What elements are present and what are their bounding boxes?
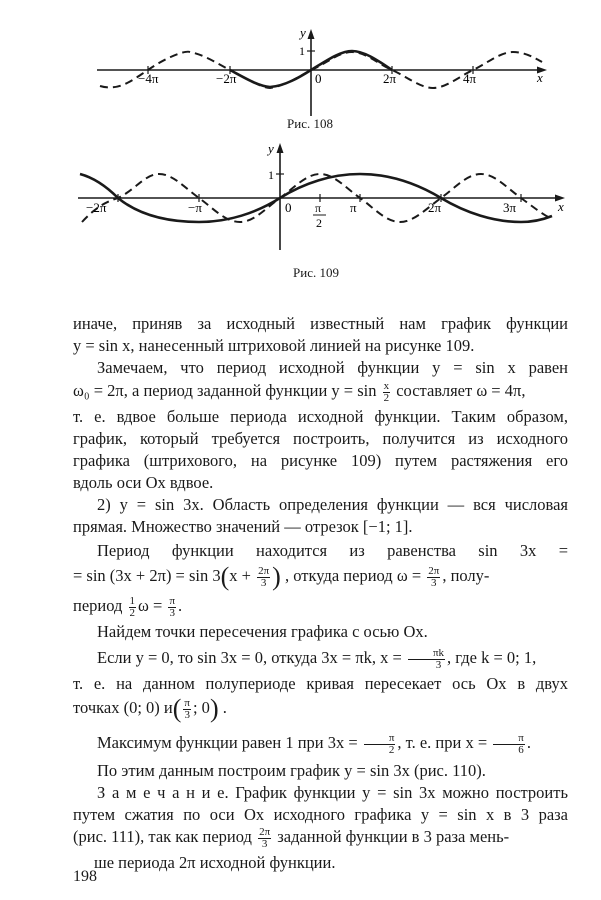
text-span: , где k = 0; 1, — [447, 648, 537, 667]
paren-close: ) — [272, 562, 281, 592]
fig109-label-neg2pi: −2π — [86, 200, 107, 215]
fraction-denominator: 2 — [388, 743, 395, 756]
text-span: период — [73, 596, 123, 615]
fraction — [364, 733, 396, 756]
fig108-label-neg2pi: −2π — [216, 71, 237, 86]
fraction — [383, 381, 391, 404]
fraction — [257, 566, 270, 589]
text-span: составляет ω = 4π, — [396, 381, 526, 400]
paragraph-line: ше периода 2π исходной функции. — [94, 853, 336, 872]
paragraph-line: прямая. Множество значений — отрезок [−1; 1]. — [73, 517, 413, 536]
text-span: Если y = 0, то sin 3x = 0, откуда 3x = πk, x = — [97, 648, 402, 667]
text-span: ω = — [138, 596, 163, 615]
fraction-numerator: π — [184, 696, 190, 709]
fig108-tick-one-label: 1 — [299, 44, 305, 58]
fraction-numerator: 2π — [259, 825, 271, 838]
text-span: . — [526, 733, 531, 752]
fraction-denominator: 3 — [169, 606, 175, 619]
fraction-numerator: 1 — [129, 594, 136, 607]
text-span: , т. е. при x = — [397, 733, 488, 752]
figure-108 — [0, 20, 601, 130]
fig109-caption: Рис. 109 — [293, 265, 339, 280]
paragraph-line: графика (штрихового, на рисунке 109) путем растяжения его — [73, 451, 568, 470]
fraction-denominator: 3 — [261, 837, 268, 850]
fig108-label-neg4pi: −4π — [138, 71, 159, 86]
paragraph-line: путем сжатия по оси Ox исходного графика y = sin x в 3 раза — [73, 805, 568, 824]
paragraph-line-with-fraction — [73, 380, 568, 404]
fraction — [408, 648, 445, 671]
fraction — [168, 596, 176, 619]
text-span: x + — [229, 566, 251, 585]
text-span: Максимум функции равен 1 при 3x = — [97, 733, 358, 752]
paragraph-line: З а м е ч а н и е. График функции y = sin 3x можно построить — [97, 783, 568, 802]
fig109-x-label: x — [558, 199, 564, 214]
fig108-y-arrow — [308, 29, 315, 39]
paragraph-line-with-fraction — [73, 647, 568, 671]
fig109-label-3pi: 3π — [503, 200, 517, 215]
fig109-y-arrow — [277, 143, 284, 153]
text-span: . — [222, 698, 227, 717]
fig109-label-origin: 0 — [285, 200, 292, 215]
fraction — [258, 827, 271, 850]
text-span: , полу- — [442, 566, 490, 585]
fraction-denominator: 3 — [431, 576, 437, 589]
paragraph-line: y = sin x, нанесенный штриховой линией на рисунке 109. — [73, 336, 475, 355]
fig109-label-pi: π — [350, 200, 357, 215]
fig109-frac-den: 2 — [316, 216, 322, 230]
paragraph-line: Найдем точки пересечения графика с осью Ox. — [97, 622, 428, 641]
paragraph-line-with-fraction — [73, 562, 568, 592]
figure-109 — [0, 138, 601, 263]
fraction-denominator: 6 — [518, 743, 524, 756]
paren-open: ( — [220, 562, 230, 592]
fraction-denominator: 2 — [129, 606, 136, 619]
fig108-x-label: x — [537, 70, 543, 85]
paragraph-line: вдоль оси Ox вдвое. — [73, 473, 214, 492]
fraction-numerator: π — [169, 594, 176, 607]
fraction-numerator: 2π — [428, 564, 440, 577]
fig109-label-negpi: −π — [188, 200, 202, 215]
paragraph-line: т. е. на данном полупериоде кривая пересекает ось Ox в двух — [73, 674, 568, 693]
fig109-y-label: y — [268, 141, 274, 156]
fraction-denominator: 3 — [184, 708, 190, 721]
fig109-label-2pi: 2π — [428, 200, 442, 215]
paragraph-line-with-fraction — [73, 826, 568, 850]
fraction-denominator: 2 — [383, 391, 390, 404]
paragraph-line: график, который требуется построить, получится из исходного — [73, 429, 568, 448]
page-number: 198 — [73, 868, 97, 885]
fraction — [427, 566, 440, 589]
paragraph-line: Замечаем, что период исходной функции y = sin x равен — [97, 358, 568, 377]
fraction — [129, 596, 137, 619]
fraction-numerator: x — [383, 379, 390, 392]
fig108-label-origin: 0 — [315, 71, 322, 86]
text-span: . — [178, 596, 183, 615]
text-span: = sin (3x + 2π) = sin 3 — [73, 566, 221, 585]
fig109-frac-num: π — [315, 201, 322, 215]
text-span: ; 0 — [192, 698, 210, 717]
fraction-denominator: 3 — [435, 658, 442, 671]
text-span: , откуда период ω = — [284, 566, 422, 585]
text-span: точках (0; 0) и — [73, 698, 173, 717]
paragraph-line-with-fraction — [73, 694, 568, 724]
fraction-denominator: 3 — [260, 576, 267, 589]
fraction-numerator: π — [364, 733, 396, 745]
fig108-label-2pi: 2π — [383, 71, 397, 86]
fraction-numerator: πk — [408, 648, 445, 660]
fraction-numerator: 2π — [258, 564, 270, 577]
fraction — [493, 733, 525, 756]
fig108-y-label: y — [300, 25, 306, 40]
text-span: (рис. 111), так как период — [73, 827, 252, 846]
paragraph-line-with-fraction — [73, 732, 568, 756]
fig108-label-4pi: 4π — [463, 71, 477, 86]
paragraph-line: По этим данным построим график y = sin 3x (рис. 110). — [97, 761, 486, 780]
paragraph-line: 2) y = sin 3x. Область определения функции — вся числовая — [97, 495, 568, 514]
text-span: ω₀ = 2π, а период заданной функции y = sin — [73, 381, 377, 400]
fig108-caption: Рис. 108 — [287, 116, 333, 131]
paragraph-line: Период функции находится из равенства sin 3x = — [97, 541, 568, 560]
paragraph-line-with-fraction — [73, 595, 568, 619]
text-span: заданной функции в 3 раза мень- — [277, 827, 510, 846]
paren-close: ) — [209, 694, 219, 724]
paragraph-line: т. е. вдвое больше периода исходной функции. Таким образом, — [73, 407, 568, 426]
fraction-numerator: π — [493, 733, 525, 745]
paragraph-line: иначе, приняв за исходный известный нам график функции — [73, 314, 568, 333]
fraction — [183, 698, 191, 721]
paren-open: ( — [172, 694, 182, 724]
fig109-tick-one-label: 1 — [268, 168, 274, 182]
